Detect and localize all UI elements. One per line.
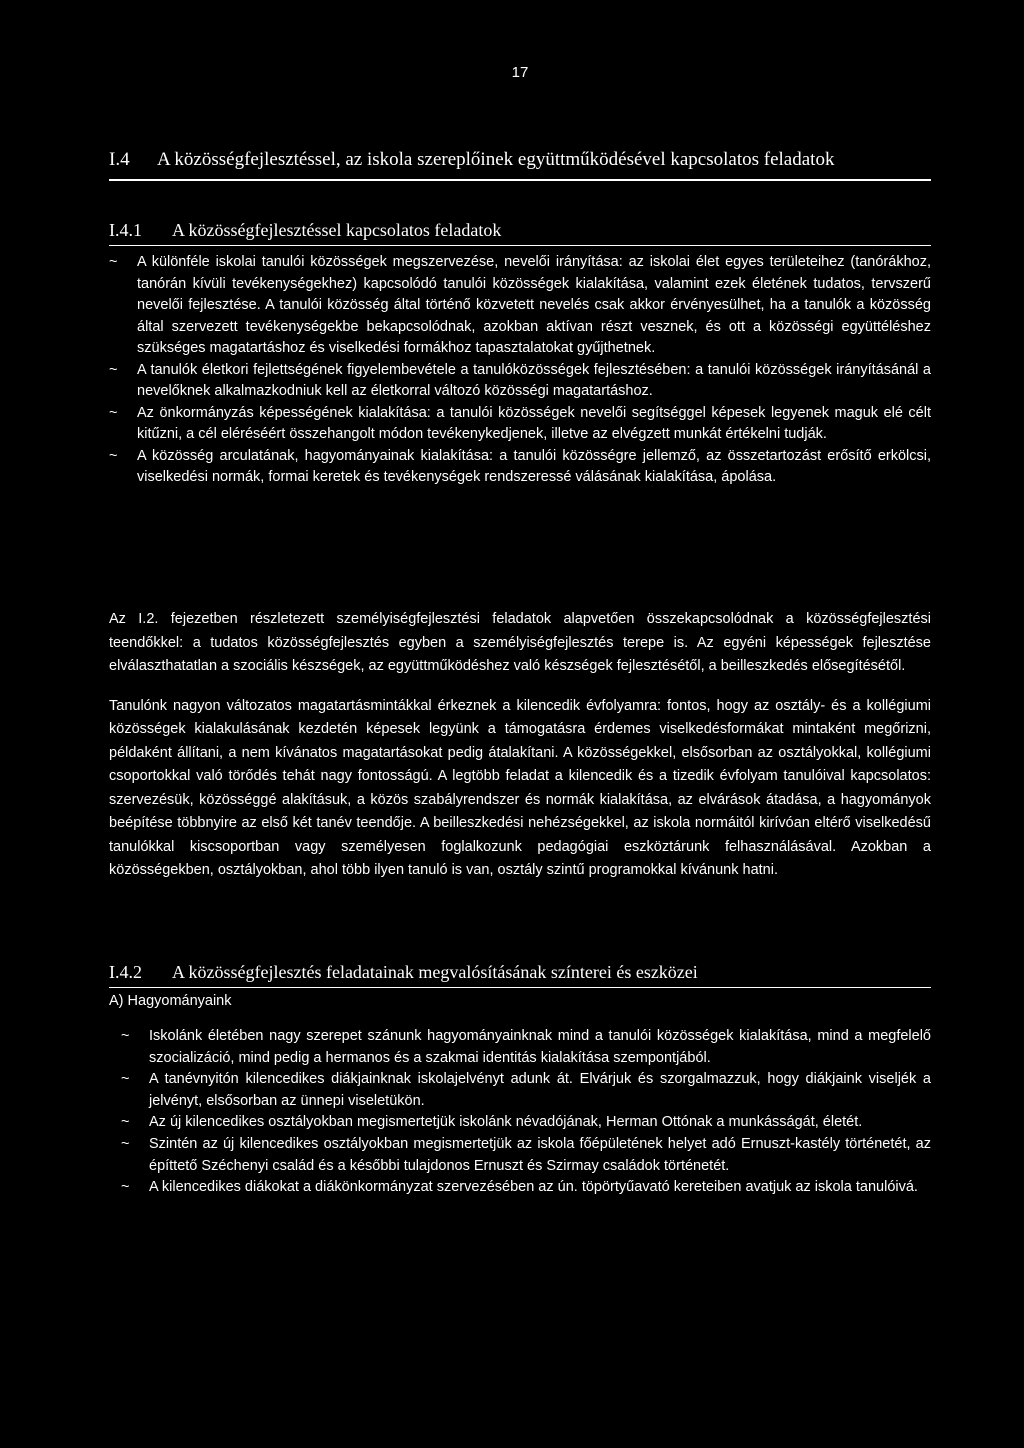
- tilde-bullet-icon: ~: [121, 1135, 130, 1152]
- subsection-heading-2: [109, 960, 931, 988]
- page-number: 17: [511, 64, 529, 81]
- traditions-subheading-block: [109, 990, 931, 1012]
- subsection-title-1: A közösségfejlesztéssel kapcsolatos feladatok: [172, 220, 502, 240]
- list-item: [109, 1069, 931, 1112]
- list-item-text: Szintén az új kilencedikes osztályokban megismertetjük az iskola főépületének helyet adó Ernuszt-kastély történetét, az építtető Széchenyi család és a későbbi tulajdonos Ernuszt és Szirmay családok történetét.: [149, 1135, 931, 1174]
- subsection-heading-1: [109, 218, 931, 246]
- list-item: [109, 1026, 931, 1069]
- section-number: I.4: [109, 149, 130, 170]
- list-item: [109, 1134, 931, 1177]
- tilde-bullet-icon: ~: [121, 1179, 130, 1196]
- subsection-number-2: I.4.2: [109, 962, 142, 982]
- traditions-subheading: A) Hagyományaink: [109, 993, 232, 1009]
- subsection-title-2: A közösségfejlesztés feladatainak megvalósításának színterei és eszközei: [172, 962, 698, 982]
- list-item: [109, 252, 931, 360]
- list-item: [109, 446, 931, 489]
- community-tasks-list: [109, 252, 931, 489]
- paragraph: Tanulónk nagyon változatos magatartásmintákkal érkeznek a kilencedik évfolyamra: fontos, hogy az osztály- és a kollégiumi közösségek kialakulásának kezdetén képesek legyünk a támogatásra érdemes viselkedésformákat mintaként megőrizni, példaként állítani, a nem kívánatos magatartásokat pedig átalakítani. A közösségekkel, elsősorban az osztályokkal, kollégiumi csoportokkal való törődés tehát nagy fontosságú. A legtöbb feladat a kilencedik és a tizedik évfolyam tanulóival kapcsolatos: szervezésük, közösséggé alakításuk, a közös szabályrendszer és normák kialakítása, az elvárások átadása, a hagyományok beépítése többnyire az első két tanév teendője. A beilleszkedési nehézségekkel, az iskola normáitól kirívóan eltérő viselkedésű tanulókkal kiscsoportban vagy személyesen foglalkozunk pedagógiai eszköztárunk felhasználásával. Azokban a közösségekben, osztályokban, ahol több ilyen tanuló is van, osztály szintű programokkal kívánunk hatni.: [109, 697, 931, 878]
- body-paragraphs: [109, 608, 931, 899]
- tilde-bullet-icon: ~: [109, 447, 118, 464]
- section-title: A közösségfejlesztéssel, az iskola szereplőinek együttműködésével kapcsolatos feladatok: [157, 149, 835, 170]
- tilde-bullet-icon: ~: [121, 1028, 130, 1044]
- tilde-bullet-icon: ~: [109, 361, 118, 378]
- list-item-text: Az új kilencedikes osztályokban megismertetjük iskolánk névadójának, Herman Ottónak a munkásságát, életét.: [149, 1114, 863, 1131]
- list-item-text: A különféle iskolai tanulói közösségek megszervezése, nevelői irányítása: az iskolai élet egyes területeihez (tanórákhoz, tanórán kívüli tevékenységekhez) kapcsolódó tanulói közösségek kialakítása, valamint ezek életének tudatos, tervszerű nevelői fejlesztése. A tanulói közösség által történő közvetett nevelés csak akkor érvényesülhet, ha a tanulók a közösség által szervezett tevékenységekbe bekapcsolódnak, azokban aktívan részt vesznek, és ott a közösségi együttéléshez szükséges magatartáshoz és viselkedési formákhoz tapasztalatokat gyűjthetnek.: [137, 254, 931, 356]
- list-item-text: A közösség arculatának, hagyományainak kialakítása: a tanulói közösségre jellemző, az összetartozást erősítő erkölcsi, viselkedési normák, formai keretek és tevékenységek rendszeressé válásának kialakítása, ápolása.: [137, 447, 931, 485]
- list-item-text: Az önkormányzás képességének kialakítása: a tanulói közösségek nevelői segítséggel képesek legyenek maguk elé célt kitűzni, a cél eléréséért összehangolt módon tevékenykedjenek, illetve az elvégzett munkát értékelni tudják.: [137, 404, 931, 442]
- traditions-list: [109, 1026, 931, 1199]
- paragraph: Az I.2. fejezetben részletezett személyiségfejlesztési feladatok alapvetően összekapcsolódnak a közösségfejlesztési teendőkkel: a tudatos közösségfejlesztés egyben a személyiségfejlesztés terepe is. Az egyéni képességek fejlesztése elválaszthatatlan a szociális készségek, az együttműködéshez való készségek fejlesztésétől, a beilleszkedés elősegítésétől.: [109, 611, 931, 674]
- list-item-text: A tanévnyitón kilencedikes diákjainknak iskolajelvényt adunk át. Elvárjuk és szorgalmazzuk, hogy diákjaink viseljék a jelvényt, elsősorban az ünnepi viseletükön.: [149, 1071, 931, 1109]
- subsection-number-1: I.4.1: [109, 220, 142, 240]
- tilde-bullet-icon: ~: [109, 404, 118, 421]
- tilde-bullet-icon: ~: [121, 1071, 130, 1088]
- list-item: [109, 1112, 931, 1134]
- list-item: [109, 360, 931, 403]
- list-item-text: A kilencedikes diákokat a diákönkormányzat szervezésében az ún. töpörtyűavató kereteiben avatjuk az iskola tanulóivá.: [149, 1179, 918, 1196]
- list-item-text: Iskolánk életében nagy szerepet szánunk hagyományainknak mind a tanulói közösségek kialakítása, mind a megfelelő szocializáció, mind pedig a hermanos és a szakmai identitás kialakítása szempontjából.: [149, 1028, 931, 1066]
- tilde-bullet-icon: ~: [109, 254, 118, 270]
- list-item: [109, 403, 931, 446]
- section-heading: [109, 148, 931, 181]
- list-item-text: A tanulók életkori fejlettségének figyelembevétele a tanulóközösségek fejlesztésében: a tanulói közösségek irányításánál a nevelőknek alkalmazkodniuk kell az életkorral változó közösségi magatartáshoz.: [137, 361, 931, 399]
- list-item: [109, 1177, 931, 1199]
- tilde-bullet-icon: ~: [121, 1114, 130, 1131]
